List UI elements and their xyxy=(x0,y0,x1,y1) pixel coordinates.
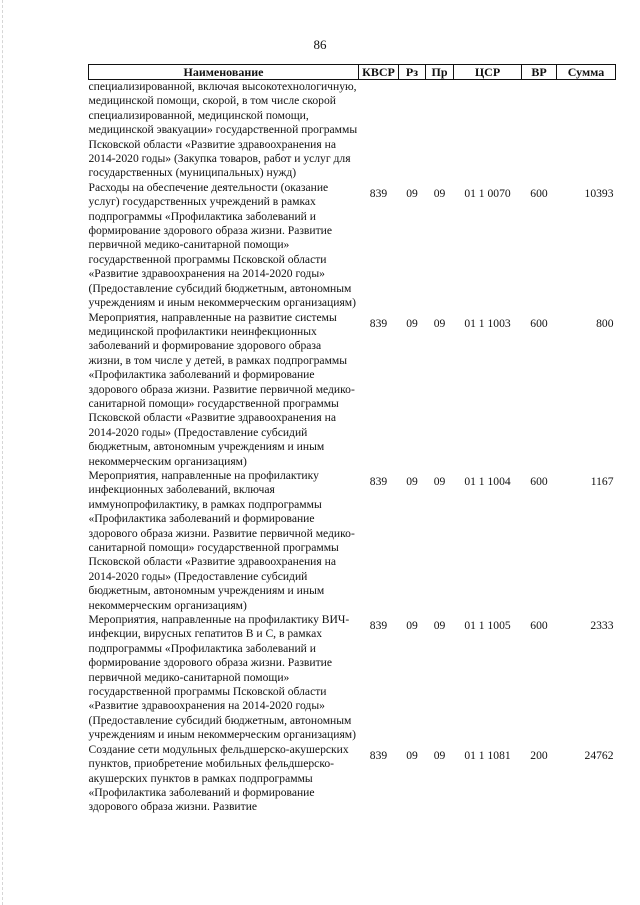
table-row xyxy=(89,469,616,613)
header-sum: Сумма xyxy=(557,65,616,80)
budget-table xyxy=(88,64,616,815)
page-number: 86 xyxy=(313,37,327,52)
cell-kvsr: 839 xyxy=(369,619,388,633)
budget-table-container xyxy=(88,64,615,815)
cell-kvsr: 839 xyxy=(369,748,388,762)
cell-name: Расходы на обеспечение деятельности (оказание услуг) государственных учреждений в рамках подпрограммы «Профилактика заболеваний и формирование здорового образа жизни. Развитие первичной медико-санитарной помощи» государственной программы Псковской области «Развитие здравоохранения на 2014-2020 годы» (Предоставление субсидий бюджетным, автономным учреждениям и иным некоммерческим организациям) xyxy=(88,180,356,310)
cell-vr: 600 xyxy=(530,186,548,200)
cell-pr: 09 xyxy=(433,619,446,633)
cell-sum: 2333 xyxy=(590,619,614,633)
cell-rz: 09 xyxy=(406,474,418,488)
cell-csr: 01 1 1005 xyxy=(464,619,511,633)
cell-kvsr: 839 xyxy=(369,186,388,200)
cell-name: Мероприятия, направленные на развитие системы медицинской профилактики неинфекционных заболеваний и формирование здорового образа жизни, в том числе у детей, в рамках подпрограммы «Профилактика заболеваний и формирование здорового образа жизни. Развитие первичной медико-санитарной помощи» государственной программы Псковской области «Развитие здравоохранения на 2014-2020 годы» (Предоставление субсидий бюджетным, автономным учреждениям и иным некоммерческим организациям) xyxy=(88,310,355,468)
cell-name: специализированной, включая высокотехнологичную, медицинской помощи, скорой, в том числе скорой специализированной, медицинской помощи, медицинской эвакуации» государственной программы Псковской области «Развитие здравоохранения на 2014-2020 годы» (Закупка товаров, работ и услуг для государственных (муниципальных) нужд) xyxy=(88,80,358,180)
table-row xyxy=(89,743,616,815)
cell-kvsr: 839 xyxy=(369,316,388,330)
cell-pr: 09 xyxy=(433,474,446,488)
cell-vr: 200 xyxy=(530,748,548,762)
table-row xyxy=(89,80,616,181)
table-row xyxy=(89,613,616,743)
cell-sum: 24762 xyxy=(584,748,614,762)
cell-rz: 09 xyxy=(406,186,418,200)
cell-rz: 09 xyxy=(406,748,418,762)
cell-pr: 09 xyxy=(433,316,446,330)
header-pr: Пр xyxy=(426,65,454,80)
cell-name: Мероприятия, направленные на профилактику ВИЧ-инфекции, вирусных гепатитов В и С, в рамках подпрограммы «Профилактика заболеваний и формирование здорового образа жизни. Развитие первичной медико-санитарной помощи» государственной программы Псковской области «Развитие здравоохранения на 2014-2020 годы» (Предоставление субсидий бюджетным, автономным учреждениям и иным некоммерческим организациям) xyxy=(88,613,356,742)
cell-csr xyxy=(454,80,522,181)
cell-name: Создание сети модульных фельдшерско-акушерских пунктов, приобретение мобильных фельдшерско-акушерских пунктов в рамках подпрограммы «Профилактика заболеваний и формирование здорового образа жизни. Развитие xyxy=(88,742,349,814)
scan-edge-line xyxy=(2,0,4,905)
header-rz: Рз xyxy=(399,65,426,80)
cell-csr: 01 1 1003 xyxy=(464,316,511,330)
cell-rz: 09 xyxy=(406,619,418,633)
cell-rz: 09 xyxy=(406,316,418,330)
cell-pr: 09 xyxy=(433,186,446,200)
table-row xyxy=(89,181,616,311)
header-name: Наименование xyxy=(89,65,359,80)
cell-csr: 01 1 1081 xyxy=(464,748,511,762)
cell-sum: 1167 xyxy=(590,474,614,488)
cell-kvsr xyxy=(359,80,399,181)
cell-kvsr: 839 xyxy=(369,474,388,488)
cell-vr xyxy=(522,80,557,181)
cell-sum: 10393 xyxy=(584,186,614,200)
cell-vr: 600 xyxy=(530,619,548,633)
table-header-row xyxy=(89,65,616,80)
cell-csr: 01 1 0070 xyxy=(464,186,511,200)
cell-name: Мероприятия, направленные на профилактику инфекционных заболеваний, включая иммунопрофилактику, в рамках подпрограммы «Профилактика заболеваний и формирование здорового образа жизни. Развитие первичной медико-санитарной помощи» государственной программы Псковской области «Развитие здравоохранения на 2014-2020 годы» (Предоставление субсидий бюджетным, автономным учреждениям и иным некоммерческим организациям) xyxy=(88,468,355,612)
cell-csr: 01 1 1004 xyxy=(464,474,511,488)
header-csr: ЦСР xyxy=(454,65,522,80)
cell-sum: 800 xyxy=(596,316,614,330)
cell-vr: 600 xyxy=(530,474,548,488)
cell-rz xyxy=(399,80,426,181)
header-kvsr: КВСР xyxy=(359,65,399,80)
header-vr: ВР xyxy=(522,65,557,80)
cell-pr xyxy=(426,80,454,181)
cell-sum xyxy=(557,80,616,181)
table-row xyxy=(89,311,616,469)
cell-vr: 600 xyxy=(530,316,548,330)
cell-pr: 09 xyxy=(433,748,446,762)
